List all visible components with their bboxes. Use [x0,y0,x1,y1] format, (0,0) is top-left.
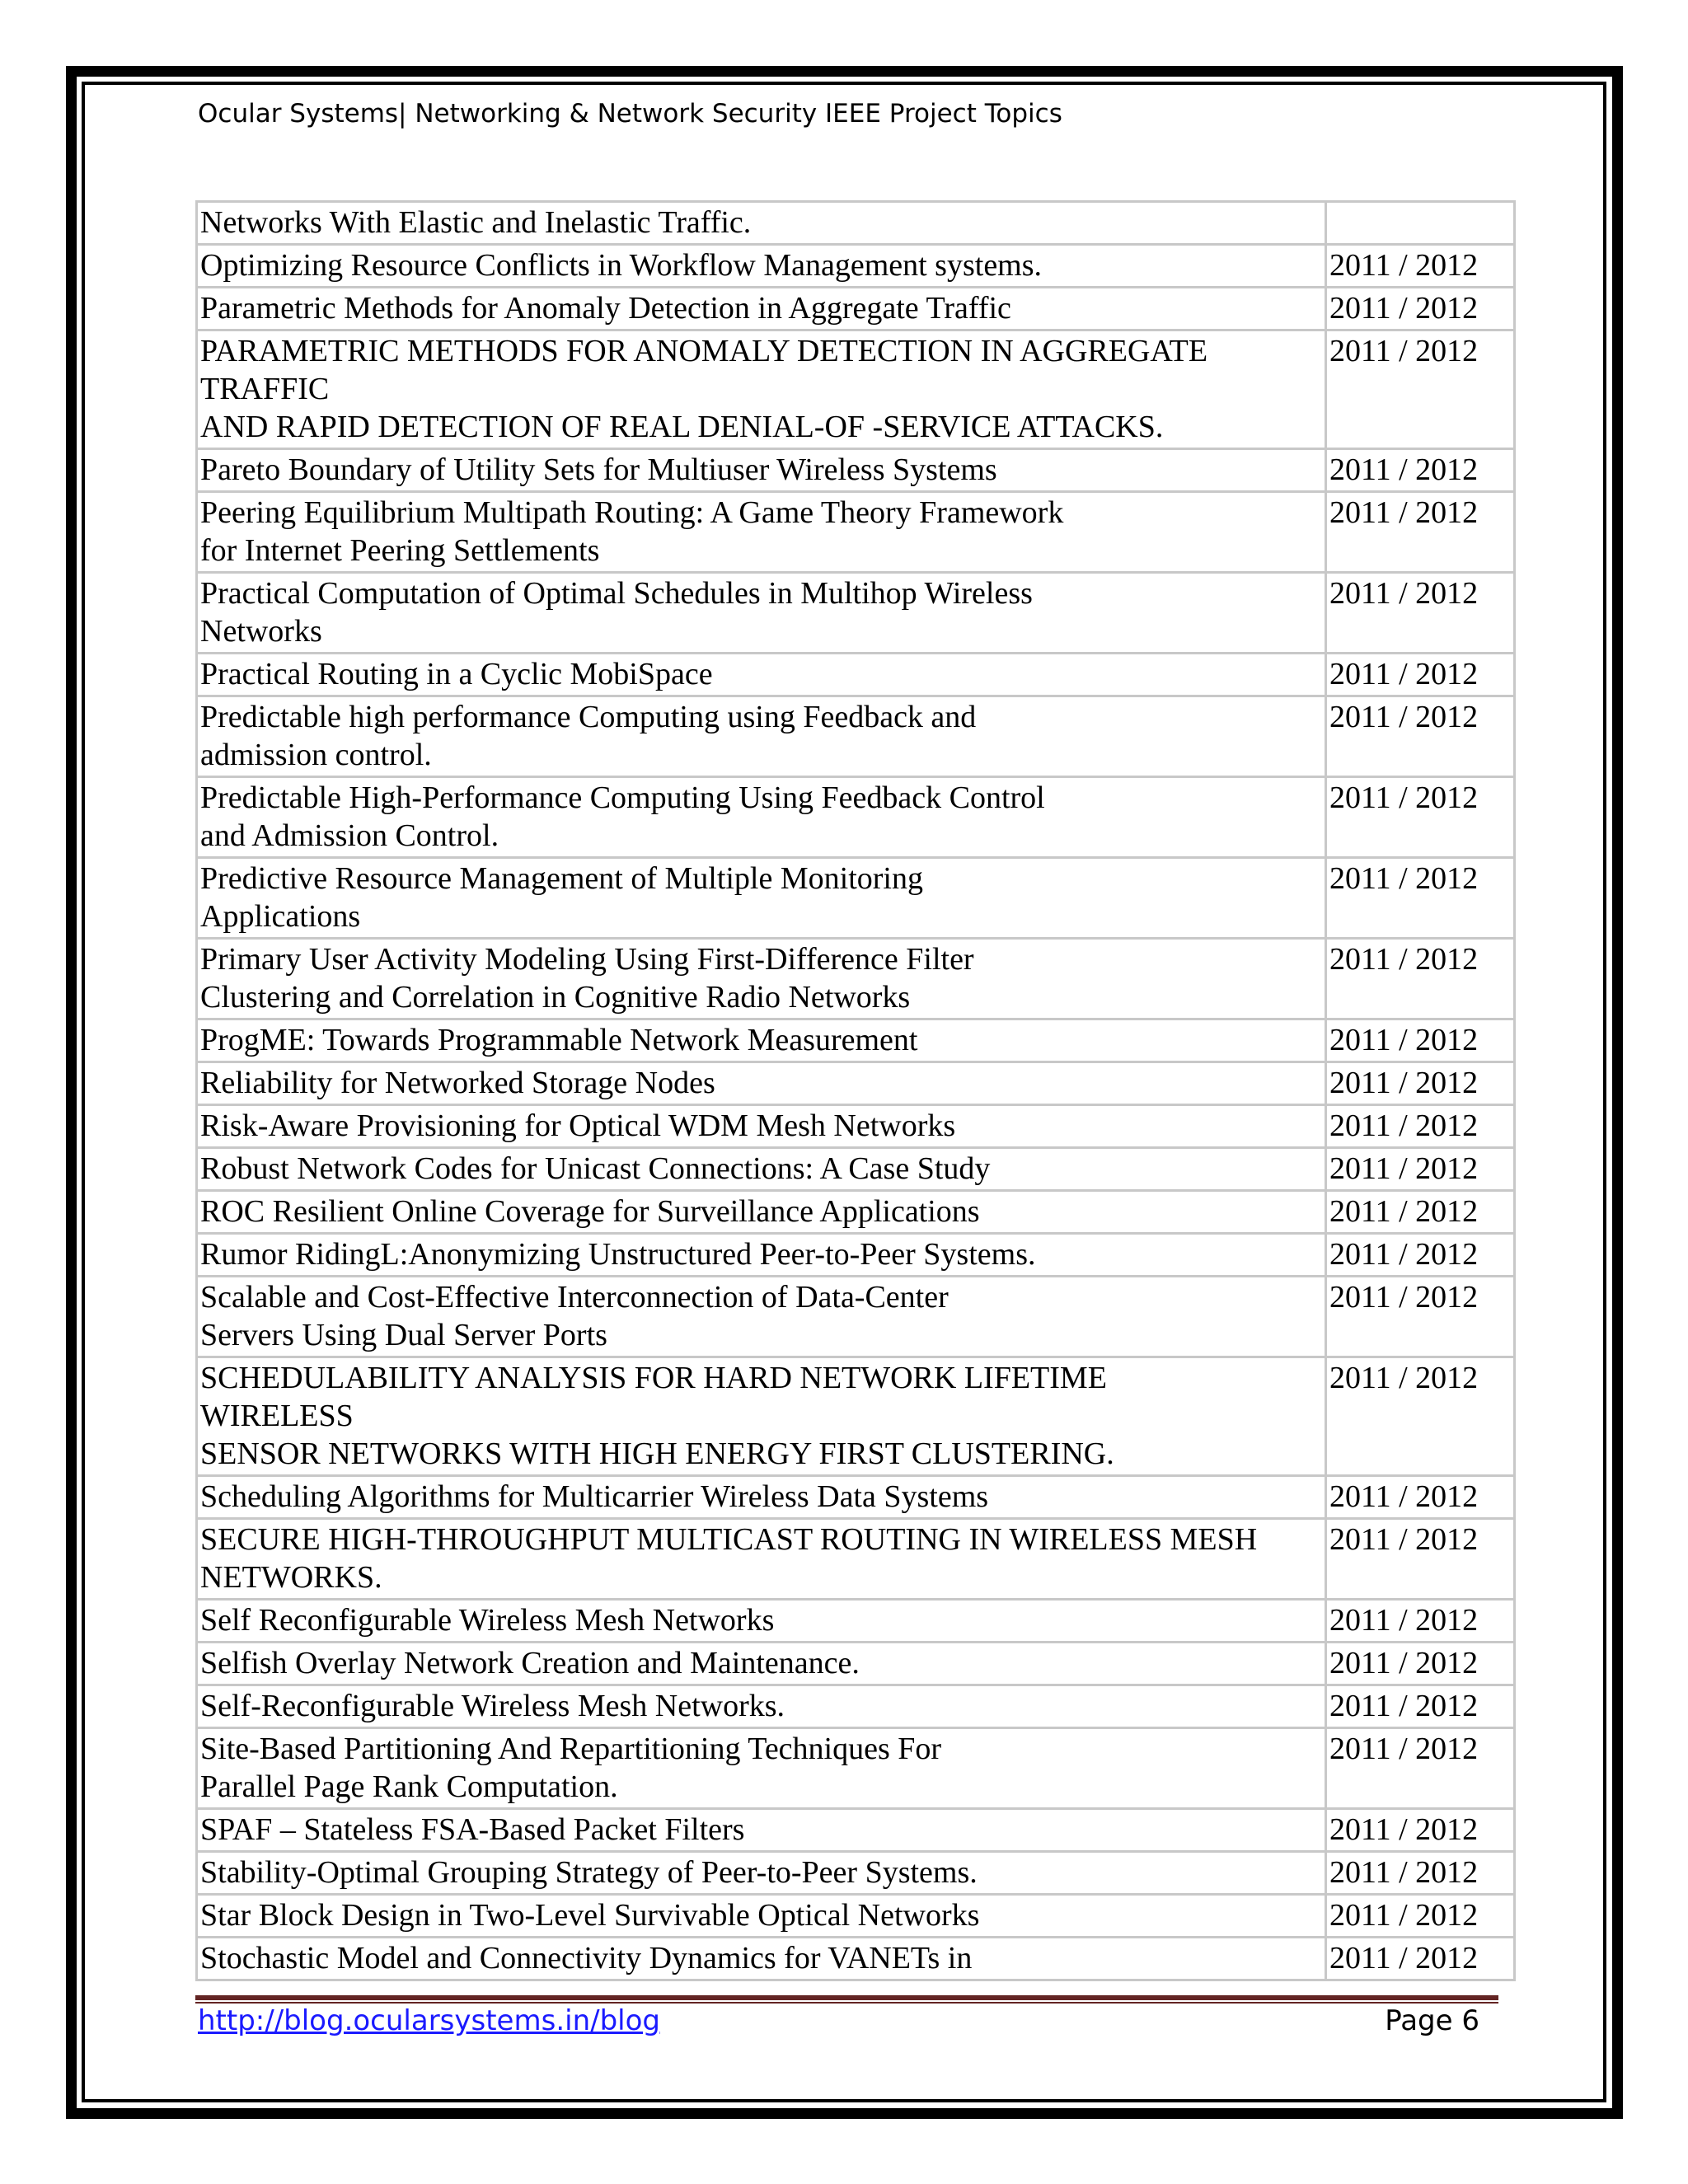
table-row [197,1019,1515,1062]
footer-blog-link[interactable]: http://blog.ocularsystems.in/blog [198,2004,660,2037]
topic-year-cell: 2011 / 2012 [1326,1148,1515,1191]
topic-title-cell: SPAF – Stateless FSA-Based Packet Filters [197,1809,1326,1852]
topic-title-cell: Optimizing Resource Conflicts in Workflow Management systems. [197,245,1326,288]
topic-title-cell: Practical Computation of Optimal Schedules in Multihop Wireless Networks [197,573,1326,654]
topic-title-cell: Scheduling Algorithms for Multicarrier Wireless Data Systems [197,1476,1326,1519]
topic-year-cell: 2011 / 2012 [1326,1728,1515,1809]
topic-title-cell: Predictable high performance Computing using Feedback and admission control. [197,696,1326,777]
table-row [197,939,1515,1019]
table-row [197,1938,1515,1980]
topic-title-cell: Scalable and Cost-Effective Interconnection of Data-Center Servers Using Dual Server Ports [197,1277,1326,1357]
topic-year-cell: 2011 / 2012 [1326,1685,1515,1728]
table-row [197,573,1515,654]
topic-year-cell: 2011 / 2012 [1326,449,1515,492]
page-number: Page 6 [1385,2004,1479,2037]
topic-year-cell: 2011 / 2012 [1326,1519,1515,1600]
topic-title-cell: Stochastic Model and Connectivity Dynamics for VANETs in [197,1938,1326,1980]
topic-title-cell: SECURE HIGH-THROUGHPUT MULTICAST ROUTING IN WIRELESS MESH NETWORKS. [197,1519,1326,1600]
topic-title-cell: Networks With Elastic and Inelastic Traffic. [197,202,1326,245]
topic-title-cell: SCHEDULABILITY ANALYSIS FOR HARD NETWORK LIFETIME WIRELESS SENSOR NETWORKS WITH HIGH ENERGY FIRST CLUSTERING. [197,1357,1326,1476]
topic-year-cell: 2011 / 2012 [1326,573,1515,654]
table-row [197,245,1515,288]
footer-rule [195,1995,1498,2000]
table-row [197,1148,1515,1191]
table-row [197,1191,1515,1234]
table-row [197,202,1515,245]
table-row [197,1852,1515,1895]
table-row [197,492,1515,573]
topic-title-cell: Self-Reconfigurable Wireless Mesh Networks. [197,1685,1326,1728]
table-row [197,858,1515,939]
topic-title-cell: Peering Equilibrium Multipath Routing: A Game Theory Framework for Internet Peering Settlements [197,492,1326,573]
topic-title-cell: ProgME: Towards Programmable Network Measurement [197,1019,1326,1062]
topic-year-cell: 2011 / 2012 [1326,696,1515,777]
footer-rule-thin [195,2002,1498,2004]
topic-year-cell: 2011 / 2012 [1326,1019,1515,1062]
topic-title-cell: Robust Network Codes for Unicast Connections: A Case Study [197,1148,1326,1191]
topic-title-cell: Reliability for Networked Storage Nodes [197,1062,1326,1105]
project-topics-table [195,200,1516,1981]
topic-title-cell: Rumor RidingL:Anonymizing Unstructured Peer-to-Peer Systems. [197,1234,1326,1277]
topic-year-cell: 2011 / 2012 [1326,288,1515,330]
topic-year-cell: 2011 / 2012 [1326,1895,1515,1938]
topic-year-cell: 2011 / 2012 [1326,1105,1515,1148]
topic-year-cell: 2011 / 2012 [1326,245,1515,288]
topic-year-cell: 2011 / 2012 [1326,330,1515,449]
table-row [197,1357,1515,1476]
table-row [197,777,1515,858]
table-row [197,1062,1515,1105]
table-row [197,1277,1515,1357]
table-row [197,696,1515,777]
topic-title-cell: Primary User Activity Modeling Using First-Difference Filter Clustering and Correlation in Cognitive Radio Networks [197,939,1326,1019]
topic-year-cell: 2011 / 2012 [1326,1476,1515,1519]
topic-year-cell: 2011 / 2012 [1326,1062,1515,1105]
topic-title-cell: Predictable High-Performance Computing Using Feedback Control and Admission Control. [197,777,1326,858]
page-header-title: Ocular Systems| Networking & Network Security IEEE Project Topics [198,99,1062,129]
table-row [197,654,1515,696]
table-row [197,1895,1515,1938]
topic-title-cell: PARAMETRIC METHODS FOR ANOMALY DETECTION IN AGGREGATE TRAFFIC AND RAPID DETECTION OF REAL DENIAL-OF -SERVICE ATTACKS. [197,330,1326,449]
topic-year-cell: 2011 / 2012 [1326,1852,1515,1895]
topic-year-cell: 2011 / 2012 [1326,1643,1515,1685]
topic-year-cell [1326,202,1515,245]
topic-title-cell: Site-Based Partitioning And Repartitioning Techniques For Parallel Page Rank Computation. [197,1728,1326,1809]
topic-title-cell: Star Block Design in Two-Level Survivable Optical Networks [197,1895,1326,1938]
topic-title-cell: Selfish Overlay Network Creation and Maintenance. [197,1643,1326,1685]
topic-year-cell: 2011 / 2012 [1326,1600,1515,1643]
table-row [197,1105,1515,1148]
table-row [197,288,1515,330]
topic-year-cell: 2011 / 2012 [1326,1357,1515,1476]
topic-title-cell: Pareto Boundary of Utility Sets for Multiuser Wireless Systems [197,449,1326,492]
table-row [197,449,1515,492]
topic-year-cell: 2011 / 2012 [1326,1277,1515,1357]
topic-year-cell: 2011 / 2012 [1326,1234,1515,1277]
table-row [197,1476,1515,1519]
topic-year-cell: 2011 / 2012 [1326,1938,1515,1980]
topic-title-cell: Practical Routing in a Cyclic MobiSpace [197,654,1326,696]
topic-title-cell: Predictive Resource Management of Multiple Monitoring Applications [197,858,1326,939]
topic-year-cell: 2011 / 2012 [1326,939,1515,1019]
topic-title-cell: Risk-Aware Provisioning for Optical WDM Mesh Networks [197,1105,1326,1148]
topic-title-cell: Stability-Optimal Grouping Strategy of Peer-to-Peer Systems. [197,1852,1326,1895]
table-row [197,330,1515,449]
table-row [197,1685,1515,1728]
topic-year-cell: 2011 / 2012 [1326,1809,1515,1852]
topic-year-cell: 2011 / 2012 [1326,777,1515,858]
table-row [197,1643,1515,1685]
topic-year-cell: 2011 / 2012 [1326,654,1515,696]
topic-year-cell: 2011 / 2012 [1326,858,1515,939]
topic-title-cell: ROC Resilient Online Coverage for Surveillance Applications [197,1191,1326,1234]
topic-year-cell: 2011 / 2012 [1326,492,1515,573]
topic-title-cell: Parametric Methods for Anomaly Detection in Aggregate Traffic [197,288,1326,330]
table-row [197,1519,1515,1600]
topic-title-cell: Self Reconfigurable Wireless Mesh Networks [197,1600,1326,1643]
table-row [197,1728,1515,1809]
table-row [197,1600,1515,1643]
topics-table-body [197,202,1515,1980]
table-row [197,1809,1515,1852]
topic-year-cell: 2011 / 2012 [1326,1191,1515,1234]
table-row [197,1234,1515,1277]
